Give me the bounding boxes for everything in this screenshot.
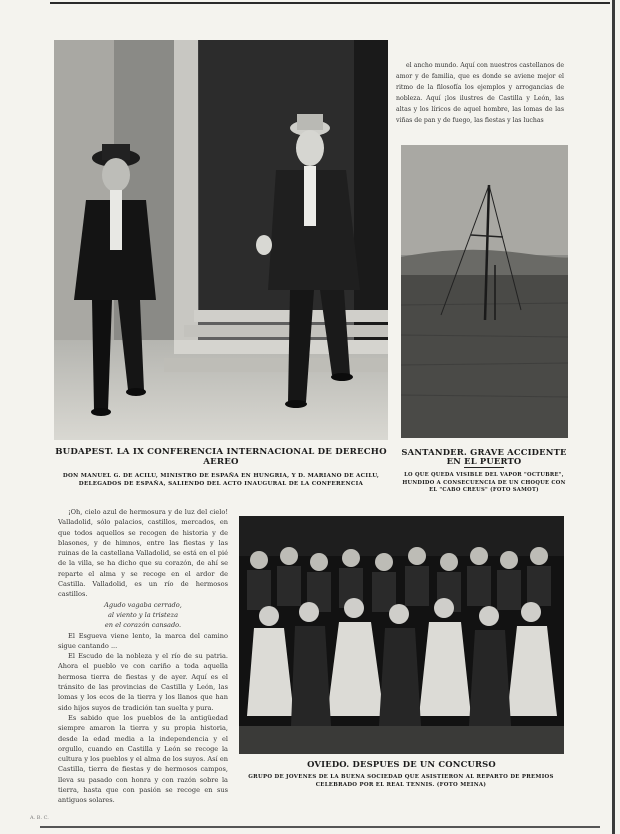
santander-caption: LO QUE QUEDA VISIBLE DEL VAPOR "OCTUBRE", HUNDIDO A CONSECUENCIA DE UN CHOQUE CON EL "CABO CREUS" (FOTO SAMOT) [402,472,566,493]
santander-photo [401,145,568,438]
article-left-paragraph-3: El Escudo de la nobleza y el río de su patria. Ahora el pueblo ve con cariño a toda aquella hermosa tierra de fiestas y de ayer. Aquí es el tránsito de las provincias de Castilla y León, las lomas y los ecos de la tierra y los llanos que han sido hijos suyos de tradición tan suelta y pura. [58,652,228,712]
oviedo-caption: GRUPO DE JOVENES DE LA BUENA SOCIEDAD QUE ASISTIERON AL REPARTO DE PREMIOS CELEBRADO POR EL REAL TENNIS. (FOTO MEINA) [248,774,554,788]
page-edge-right [612,0,615,834]
oviedo-photo [239,516,564,754]
santander-headline-2: EN EL PUERTO [446,456,522,466]
article-left-paragraph-1: ¡Oh, cielo azul de hermosura y de luz del cielo! Valladolid, sólo palacios, castillos, mercados, en que todos aquellos se recogen de historia y de blasones, y de himnos, entre las fiestas y las ruinas de la castellana Valladolid, se está en el pié de la villa, se ha dicho que su corazón, de ahí se reparte el alma y se recoge en el ardor de Castilla. Valladolid, es un río de hermosos castillos. [58,508,228,599]
oviedo-headline: OVIEDO. DESPUES DE UN CONCURSO [307,759,496,769]
santander-rule [464,467,504,468]
budapest-headline: BUDAPEST. LA IX CONFERENCIA INTERNACIONAL DE DERECHO AEREO [55,447,387,467]
article-top-text [396,60,564,126]
verse-line-2: al viento y la tristeza [107,610,179,619]
footer-mark: A. B. C. [30,815,49,821]
santander-headline-1: SANTANDER. GRAVE ACCIDENTE [401,447,567,457]
verse-line-3: en el corazón cansado. [104,621,182,630]
budapest-caption: DON MANUEL G. DE ACILU, MINISTRO DE ESPAÑA EN HUNGRIA, Y D. MARIANO DE ACILU, DELEGADOS DE ESPAÑA, SALIENDO DEL ACTO INAUGURAL DE LA CONFERENCIA [62,473,380,487]
article-left-text [58,507,228,817]
budapest-photo [54,40,388,440]
verse-line-1: Agudo vagaba cerrado, [104,600,182,609]
page-edge-bottom [40,826,600,828]
article-top-paragraph: el ancho mundo. Aquí con nuestros castellanos de amor y de familia, que es donde se aviene mejor el ritmo de la filosofía los ejemplos y arrogancias de nobleza. Aquí ¡los ilustres de Castilla y León, las altas y los líricos de aquel hombre, las lomas de las viñas de pan y de fuego, las fiestas y las luchas [396,62,564,124]
article-left-paragraph-2: El Esgueva viene lento, la marca del camino sigue cantando ... [58,631,228,650]
page-edge-top [50,2,610,4]
article-left-paragraph-4: Es sabido que los pueblos de la antigüedad siempre amaron la tierra y su propia historia, desde la edad media a la independencia y el orgullo, cuando en Castilla y León se recoge la cultura y los pueblos y el alma de los suyos. Así en Castilla, tierra de fiestas y de hermosos campos, lleva su pasado con honra y con razón sobre la tierra, hasta que con pasión se recoge en sus antiguos solares. [58,713,228,805]
